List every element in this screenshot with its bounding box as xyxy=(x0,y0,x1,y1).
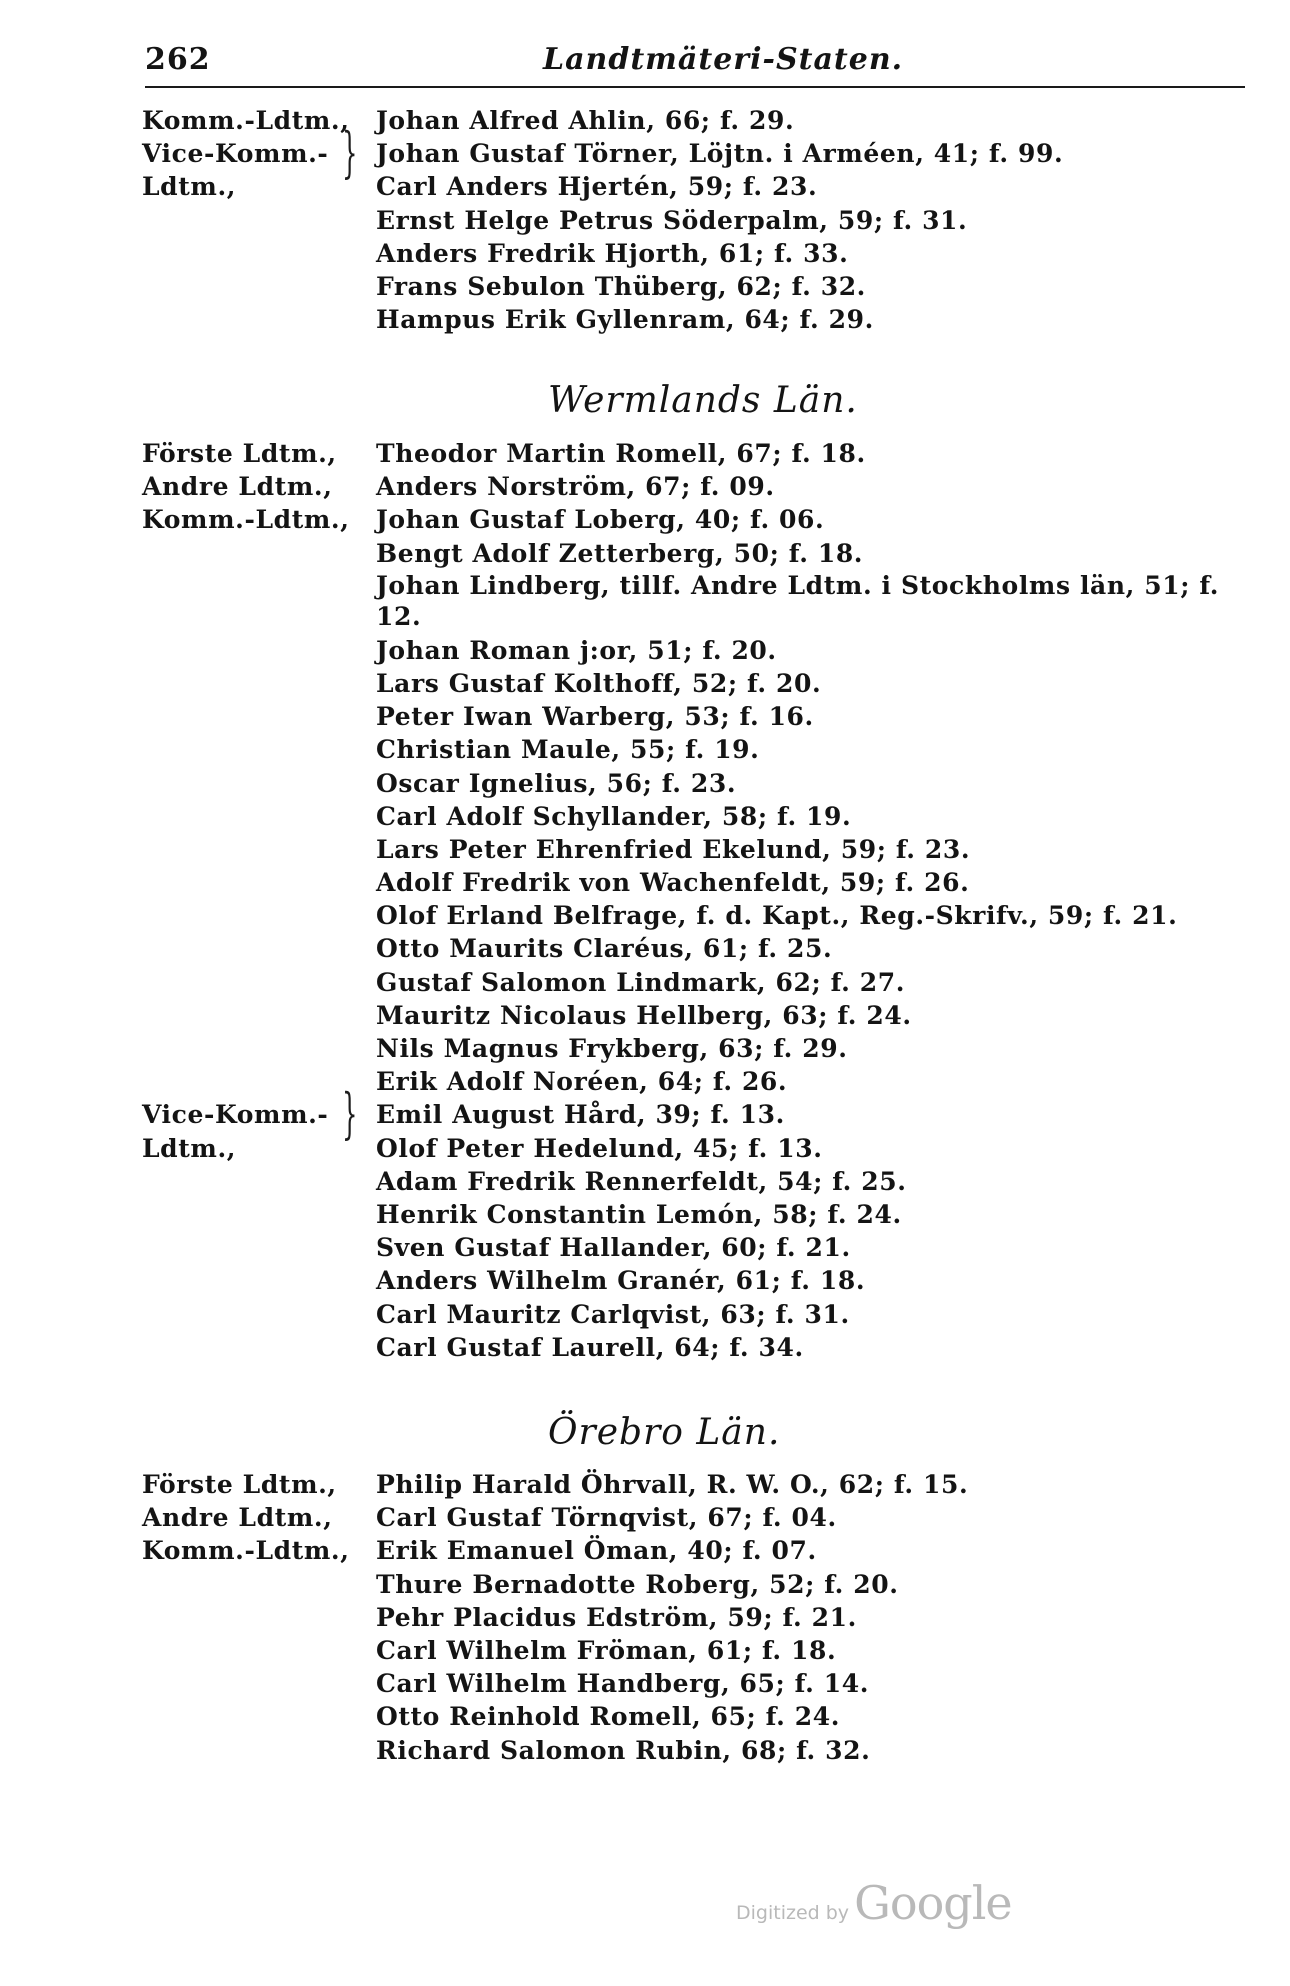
entry-row xyxy=(0,1468,1290,1501)
rank-label: Ldtm., xyxy=(142,172,237,202)
entry-row xyxy=(0,667,1290,700)
person-entry: Hampus Erik Gyllenram, 64; f. 29. xyxy=(376,305,874,335)
section-title-orebro: Örebro Län. xyxy=(548,1412,781,1453)
page-header xyxy=(145,42,1245,90)
person-entry: Adam Fredrik Rennerfeldt, 54; f. 25. xyxy=(376,1166,907,1196)
header-rule xyxy=(145,86,1245,88)
person-entry: Johan Alfred Ahlin, 66; f. 29. xyxy=(376,106,795,135)
entry-row xyxy=(0,932,1290,965)
entry-row xyxy=(0,303,1290,336)
entry-row xyxy=(0,800,1290,833)
person-entry: Peter Iwan Warberg, 53; f. 16. xyxy=(376,702,814,732)
person-entry: Emil August Hård, 39; f. 13. xyxy=(376,1100,785,1130)
brace: } xyxy=(342,1082,358,1145)
entry-row xyxy=(0,1198,1290,1231)
entry-row xyxy=(0,899,1290,932)
person-entry: Otto Reinhold Romell, 65; f. 24. xyxy=(376,1702,841,1732)
rank-label: Förste Ldtm., xyxy=(142,439,337,468)
person-entry: Philip Harald Öhrvall, R. W. O., 62; f. 15. xyxy=(376,1470,969,1499)
person-entry: Carl Gustaf Laurell, 64; f. 34. xyxy=(376,1332,804,1362)
person-entry: Oscar Ignelius, 56; f. 23. xyxy=(376,768,737,798)
entry-row xyxy=(0,1734,1290,1767)
section-title-wermland: Wermlands Län. xyxy=(548,380,858,421)
person-entry: Olof Peter Hedelund, 45; f. 13. xyxy=(376,1133,823,1163)
entry-row xyxy=(0,503,1290,536)
person-entry: Johan Gustaf Loberg, 40; f. 06. xyxy=(376,505,825,535)
entry-row xyxy=(0,1331,1290,1364)
person-entry: Johan Roman j:or, 51; f. 20. xyxy=(376,635,777,665)
google-logo: Google xyxy=(854,1876,1012,1930)
entry-row xyxy=(0,537,1290,570)
entry-row xyxy=(0,1098,1290,1131)
entry-row xyxy=(0,1601,1290,1634)
person-entry: Bengt Adolf Zetterberg, 50; f. 18. xyxy=(376,538,864,568)
entry-row xyxy=(0,270,1290,303)
person-entry: Christian Maule, 55; f. 19. xyxy=(376,735,760,765)
rank-label: Komm.-Ldtm., xyxy=(142,1536,350,1566)
entry-list-continued xyxy=(0,104,1290,336)
entry-row xyxy=(0,1132,1290,1165)
entry-row xyxy=(0,437,1290,470)
person-entry: Johan Lindberg, tillf. Andre Ldtm. i Stockholms län, 51; f. 12. xyxy=(376,570,1220,631)
person-entry: Carl Anders Hjertén, 59; f. 23. xyxy=(376,172,818,202)
entry-row xyxy=(0,1634,1290,1667)
person-entry: Carl Mauritz Carlqvist, 63; f. 31. xyxy=(376,1299,850,1329)
brace: } xyxy=(342,121,358,184)
person-entry: Henrik Constantin Lemón, 58; f. 24. xyxy=(376,1199,902,1229)
person-entry: Frans Sebulon Thüberg, 62; f. 32. xyxy=(376,271,866,301)
person-entry: Anders Fredrik Hjorth, 61; f. 33. xyxy=(376,238,849,268)
entry-row xyxy=(0,1534,1290,1567)
person-entry: Adolf Fredrik von Wachenfeldt, 59; f. 26. xyxy=(376,868,970,898)
rank-label: Komm.-Ldtm., xyxy=(142,505,350,535)
rank-label: Andre Ldtm., xyxy=(142,1503,333,1533)
person-entry: Ernst Helge Petrus Söderpalm, 59; f. 31. xyxy=(376,205,968,235)
entry-row xyxy=(0,570,1290,634)
entry-row xyxy=(0,1165,1290,1198)
entry-list-wermland xyxy=(0,437,1290,1364)
entry-row xyxy=(0,700,1290,733)
person-entry: Carl Adolf Schyllander, 58; f. 19. xyxy=(376,801,852,831)
entry-row xyxy=(0,204,1290,237)
person-entry: Erik Emanuel Öman, 40; f. 07. xyxy=(376,1536,817,1566)
entry-row xyxy=(0,1231,1290,1264)
person-entry: Carl Gustaf Törnqvist, 67; f. 04. xyxy=(376,1503,837,1533)
entry-row xyxy=(0,1032,1290,1065)
entry-row xyxy=(0,767,1290,800)
person-entry: Anders Wilhelm Granér, 61; f. 18. xyxy=(376,1266,866,1296)
person-entry: Otto Maurits Claréus, 61; f. 25. xyxy=(376,934,833,964)
person-entry: Olof Erland Belfrage, f. d. Kapt., Reg.-Skrifv., 59; f. 21. xyxy=(376,901,1178,931)
entry-row xyxy=(0,1700,1290,1733)
rank-label: Förste Ldtm., xyxy=(142,1470,337,1499)
person-entry: Nils Magnus Frykberg, 63; f. 29. xyxy=(376,1034,848,1063)
running-title: Landtmäteri-Staten. xyxy=(543,42,904,77)
entry-row xyxy=(0,1667,1290,1700)
entry-row xyxy=(0,1501,1290,1534)
entry-row xyxy=(0,170,1290,203)
page-number: 262 xyxy=(145,42,211,77)
entry-row xyxy=(0,237,1290,270)
digitized-by-google-watermark xyxy=(736,1876,1012,1930)
rank-label: Komm.-Ldtm., xyxy=(142,106,350,135)
entry-row xyxy=(0,966,1290,999)
entry-row xyxy=(0,470,1290,503)
person-entry: Johan Gustaf Törner, Löjtn. i Arméen, 41; f. 99. xyxy=(376,139,1064,169)
digitized-by-text: Digitized by xyxy=(736,1902,850,1924)
rank-label: Ldtm., xyxy=(142,1133,237,1163)
person-entry: Richard Salomon Rubin, 68; f. 32. xyxy=(376,1735,871,1765)
person-entry: Lars Peter Ehrenfried Ekelund, 59; f. 23. xyxy=(376,834,971,864)
entry-row xyxy=(0,634,1290,667)
person-entry: Sven Gustaf Hallander, 60; f. 21. xyxy=(376,1233,851,1263)
person-entry: Pehr Placidus Edström, 59; f. 21. xyxy=(376,1602,857,1632)
person-entry: Carl Wilhelm Handberg, 65; f. 14. xyxy=(376,1669,870,1699)
entry-row xyxy=(0,833,1290,866)
entry-row xyxy=(0,104,1290,137)
person-entry: Theodor Martin Romell, 67; f. 18. xyxy=(376,439,866,468)
person-entry: Thure Bernadotte Roberg, 52; f. 20. xyxy=(376,1569,899,1599)
person-entry: Carl Wilhelm Fröman, 61; f. 18. xyxy=(376,1635,837,1665)
entry-row xyxy=(0,137,1290,170)
entry-row xyxy=(0,733,1290,766)
entry-list-orebro xyxy=(0,1468,1290,1767)
rank-label: Vice-Komm.- xyxy=(142,139,329,169)
entry-row xyxy=(0,999,1290,1032)
person-entry: Anders Norström, 67; f. 09. xyxy=(376,472,775,502)
entry-row xyxy=(0,1065,1290,1098)
person-entry: Erik Adolf Noréen, 64; f. 26. xyxy=(376,1067,788,1097)
entry-row xyxy=(0,1264,1290,1297)
entry-row xyxy=(0,1298,1290,1331)
person-entry: Mauritz Nicolaus Hellberg, 63; f. 24. xyxy=(376,1000,912,1030)
rank-label: Andre Ldtm., xyxy=(142,472,333,502)
rank-label: Vice-Komm.- xyxy=(142,1100,329,1130)
entry-row xyxy=(0,866,1290,899)
entry-row xyxy=(0,1568,1290,1601)
person-entry: Lars Gustaf Kolthoff, 52; f. 20. xyxy=(376,668,822,698)
person-entry: Gustaf Salomon Lindmark, 62; f. 27. xyxy=(376,967,906,997)
